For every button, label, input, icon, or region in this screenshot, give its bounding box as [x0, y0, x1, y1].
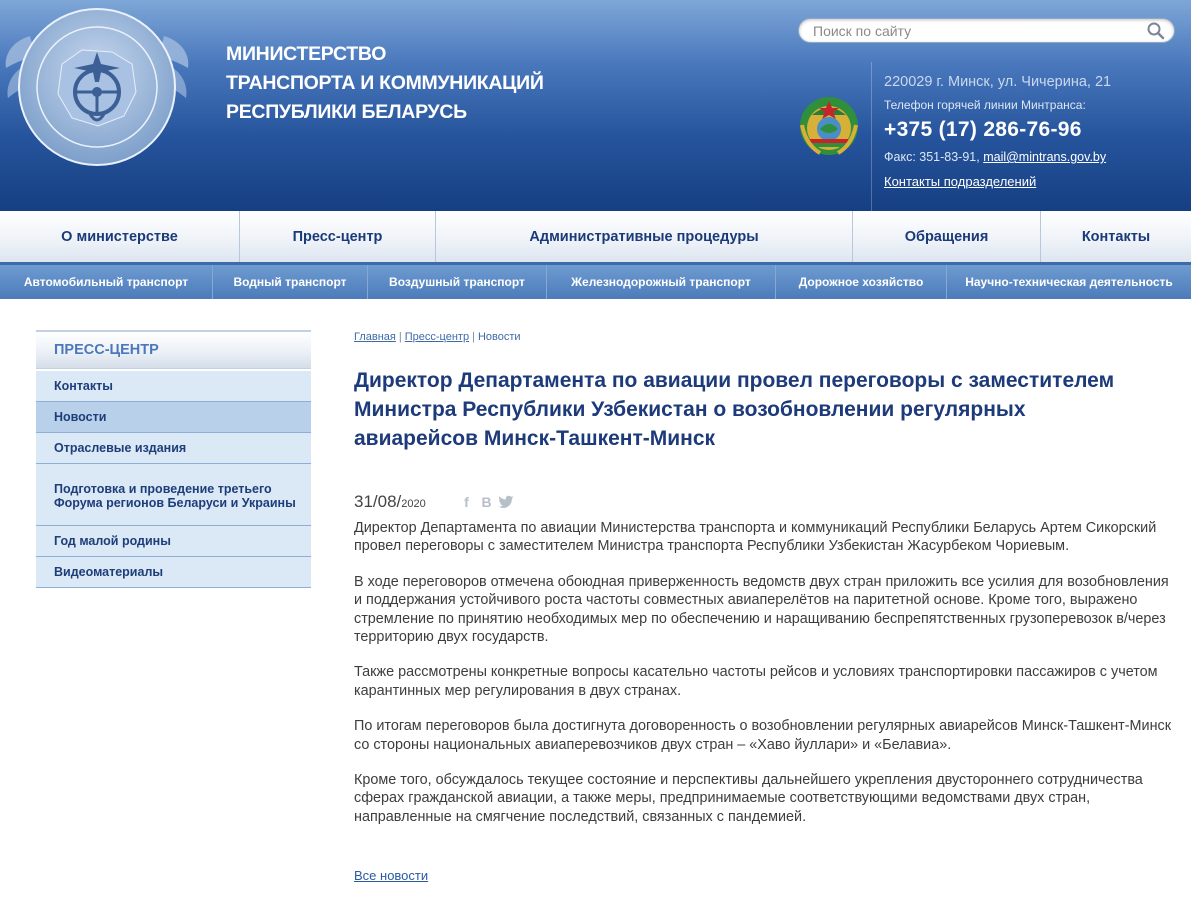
- sidebar-item-news[interactable]: Новости: [36, 402, 311, 433]
- subnav-item-rail-transport[interactable]: Железнодорожный транспорт: [547, 265, 776, 299]
- sub-navigation: [0, 262, 1191, 299]
- ministry-logo-icon[interactable]: [2, 2, 192, 168]
- article-date: [354, 492, 426, 512]
- share-buttons: [459, 494, 514, 509]
- nav-item-contacts[interactable]: Контакты: [1081, 228, 1151, 245]
- article-date-day-month: 31/08/: [354, 492, 402, 511]
- fax-line: [884, 150, 1106, 164]
- article-paragraph: Кроме того, обсуждалось текущее состояние и перспективы дальнейшего укрепления двустороннего сотрудничества сферах гражданской авиации, а также меры, предпринимаемые соответствующими ведомствами двух стран, направленные на смягчение последствий, связанных с пандемией.: [354, 772, 1143, 825]
- sidebar-item-contacts[interactable]: Контакты: [36, 371, 311, 402]
- nav-item-appeals[interactable]: Обращения: [853, 211, 1041, 262]
- hotline-label: Телефон горячей линии Минтранса:: [884, 98, 1086, 112]
- article-paragraph: В ходе переговоров отмечена обоюдная приверженность ведомств двух стран приложить все усилия для возобновления и поддержания устойчивого роста частоты совместных авиаперелётов на паритетной основе. Кроме того, выражено стремление по принятию необходимых мер по обеспечению и наращиванию беспрепятственных грузоперевозок в/через территорию двух государств.: [354, 573, 1169, 646]
- search-icon[interactable]: [1146, 21, 1166, 41]
- breadcrumb-current: Новости: [477, 331, 521, 343]
- email-link[interactable]: mail@mintrans.gov.by: [983, 150, 1107, 164]
- department-contacts-link[interactable]: Контакты подразделений: [884, 174, 1037, 189]
- ministry-title-line-2: ТРАНСПОРТА И КОММУНИКАЦИЙ: [226, 72, 544, 94]
- breadcrumb: [354, 331, 521, 343]
- subnav-item-science-tech[interactable]: Научно-техническая деятельность: [965, 275, 1173, 289]
- breadcrumb-separator: |: [398, 331, 402, 343]
- facebook-share-icon[interactable]: f: [464, 493, 469, 510]
- nav-item-admin-procedures[interactable]: Административные процедуры: [436, 211, 853, 262]
- article-paragraph: Также рассмотрены конкретные вопросы касательно частоты рейсов и условиях транспортировки пассажиров с учетом карантинных мер регулирования в двух странах.: [354, 664, 1158, 699]
- contacts-divider: [871, 62, 872, 211]
- twitter-share-icon[interactable]: [499, 495, 514, 509]
- article-title: Директор Департамента по авиации провел переговоры с заместителем Министра Республики Узбекистан о возобновлении регулярных авиарейсов Минск-Ташкент-Минск: [354, 369, 1115, 450]
- sidebar-item-industry-publications[interactable]: Отраслевые издания: [36, 433, 311, 464]
- vk-share-icon[interactable]: В: [481, 493, 492, 510]
- address: 220029 г. Минск, ул. Чичерина, 21: [884, 74, 1112, 90]
- nav-item-press-center[interactable]: Пресс-центр: [240, 211, 436, 262]
- all-news-link[interactable]: Все новости: [354, 868, 429, 883]
- article-paragraph: Директор Департамента по авиации Министерства транспорта и коммуникаций Республики Беларусь Артем Сикорский провел переговоры с заместителем Министра транспорта Республики Узбекистан Жасурбеком Чориевым.: [354, 520, 1157, 555]
- article-body: [354, 519, 1174, 843]
- sidebar-item-regions-forum[interactable]: Подготовка и проведение третьего Форума регионов Беларуси и Украины: [36, 464, 311, 526]
- subnav-item-road-transport[interactable]: Автомобильный транспорт: [0, 265, 213, 299]
- subnav-item-road-management[interactable]: Дорожное хозяйство: [776, 265, 947, 299]
- search-box: [798, 18, 1175, 43]
- sidebar-list: [36, 371, 311, 588]
- article-date-year: 2020: [401, 498, 426, 510]
- subnav-item-air-transport[interactable]: Воздушный транспорт: [368, 265, 547, 299]
- breadcrumb-separator: |: [472, 331, 475, 343]
- hotline-phone: +375 (17) 286-76-96: [884, 118, 1082, 141]
- site-header: [0, 0, 1191, 211]
- sidebar-item-videos[interactable]: Видеоматериалы: [36, 557, 311, 588]
- ministry-title-line-3: РЕСПУБЛИКИ БЕЛАРУСЬ: [226, 101, 467, 123]
- sidebar-title: ПРЕСС-ЦЕНТР: [36, 330, 311, 369]
- breadcrumb-press-center[interactable]: Пресс-центр: [404, 331, 470, 343]
- main-navigation: [0, 211, 1191, 262]
- article-paragraph: По итогам переговоров была достигнута договоренность о возобновлении регулярных авиарейсов Минск-Ташкент-Минск со стороны национальных авиаперевозчиков двух стран – «Хаво йуллари» и «Белавиа».: [354, 718, 1172, 753]
- subnav-item-water-transport[interactable]: Водный транспорт: [213, 265, 368, 299]
- sidebar: [36, 330, 311, 588]
- sidebar-item-small-homeland-year[interactable]: Год малой родины: [36, 526, 311, 557]
- search-input[interactable]: [813, 22, 1133, 40]
- breadcrumb-home[interactable]: Главная: [354, 331, 396, 343]
- state-emblem-icon: [798, 95, 860, 157]
- fax-number: Факс: 351-83-91,: [884, 150, 984, 164]
- ministry-title[interactable]: [226, 40, 546, 127]
- nav-item-about[interactable]: О министерстве: [0, 211, 240, 262]
- ministry-title-line-1: МИНИСТЕРСТВО: [226, 43, 387, 65]
